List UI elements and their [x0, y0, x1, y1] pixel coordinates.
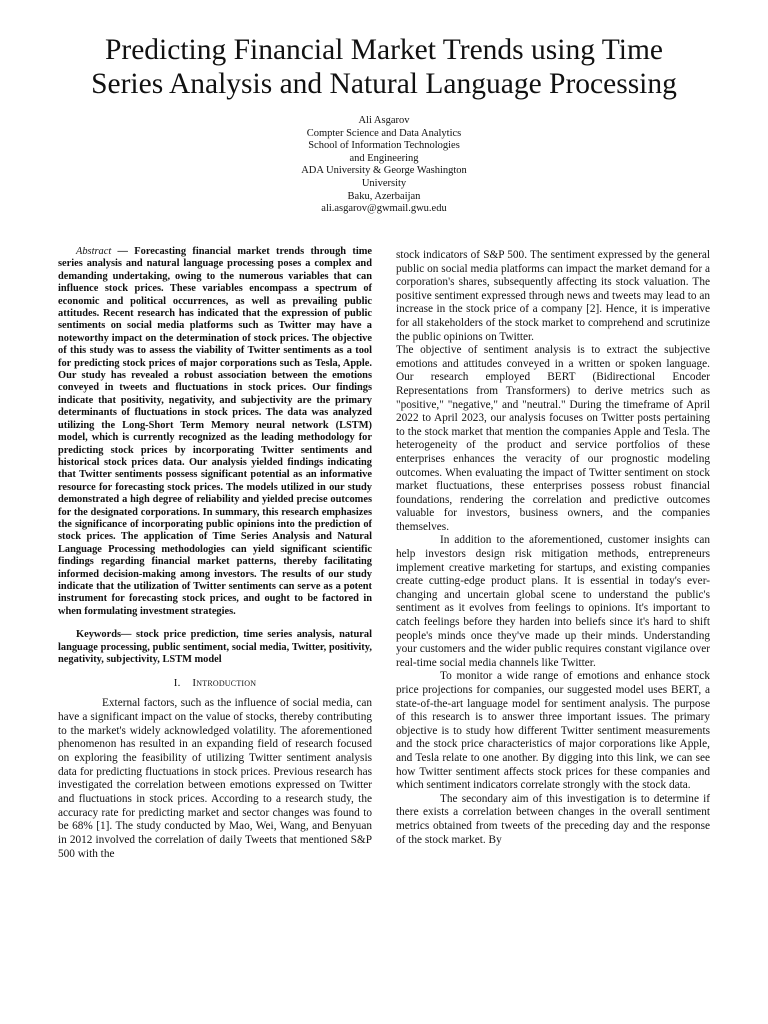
author-email: ali.asgarov@gwmail.gwu.edu [321, 203, 447, 215]
section-title: Introduction [192, 677, 257, 690]
keywords-text: stock price prediction, time series analysis, natural language processing, public sentiment, social media, Twitter, positivity, negativity, subjectivity, LSTM model [58, 629, 372, 665]
author-school-line-1: School of Information Technologies [308, 140, 460, 152]
paper-title [40, 33, 728, 101]
intro-paragraph-5: To monitor a wide range of emotions and enhance stock price projections for companies, our suggested model uses BERT, a state-of-the-art language model for sentiment analysis. The purpose of this research is to answer three important issues. The primary objective is to study how different Twitter sentiment measurements and the stock price characteristics of major corporations like Apple, and Tesla relate to one another. By digging into this link, we can see how Twitter sentiment affects stock prices for these companies and which sentiment indicators correlate strongly with the stock data. [396, 670, 710, 792]
author-name: Ali Asgarov [358, 115, 410, 126]
author-department: Compter Science and Data Analytics [306, 127, 462, 139]
abstract-label: Abstract [76, 246, 112, 257]
title-line-2: Series Analysis and Natural Language Processing [91, 68, 677, 100]
intro-paragraph-1: External factors, such as the influence of social media, can have a significant impact on the value of stocks, thereby contributing to the market's widely acknowledged volatility. The aforementioned phenomenon has resulted in an expanding field of research focused on exploring the feasibility of utilizing Twitter sentiment analysis data for predicting fluctuations in stock prices. Previous research has investigated the correlation between emotions expressed on Twitter and fluctuations in stock prices. According to a research study, the accuracy rate for predicting market and sector changes was found to be 68% [1]. The study conducted by Mao, Wei, Wang, and Benyuan in 2012 involved the correlation of daily Tweets that mentioned S&P 500 with the [58, 697, 372, 860]
author-school-line-2: and Engineering [349, 152, 419, 164]
keywords-label: Keywords— [76, 629, 132, 641]
section-number: I. [173, 677, 181, 690]
abstract-separator: — [111, 246, 135, 257]
author-university-line-2: University [361, 177, 407, 189]
abstract-text: Forecasting financial market trends through time series analysis and natural language processing poses a complex and demanding undertaking, owing to the numerous variables that can influence stock prices. These variables encompass a spectrum of economic and political occurrences, as well as prevailing public attitudes. Recent research has indicated that the expression of public sentiments on social media platforms such as Twitter may have a noteworthy impact on the determination of stock prices. The objective of this study was to assess the viability of Twitter sentiments as a tool for predicting stock prices of major corporations such as Tesla, Apple. Our study has revealed a robust association between the emotions conveyed in tweets and fluctuations in stock prices. Our findings indicate that positivity, negativity, and subjectivity are the primary determinants of fluctuations in stock prices. The data was analyzed utilizing the Long-Short Term Memory neural network (LSTM) model, which is currently recognized as the leading methodology for predicting stock prices by incorporating Twitter sentiments and historical stock prices data. Our analysis yielded findings indicating that Twitter sentiments possess significant potential as an informative resource for forecasting stock prices. The models utilized in our study demonstrated a high degree of reliability and yielded precise outcomes for the designated corporations. In summary, this research emphasizes the significance of incorporating public opinions into the prediction of stock prices. The application of Time Series Analysis and Natural Language Processing methodologies can yield significant scientific findings regarding financial market patterns, thereby facilitating informed decision-making among investors. The results of our study indicate that the utilization of Twitter sentiments can serve as a potent instrument for forecasting stock prices, and ought to be factored in when formulating investment strategies. [58, 246, 372, 617]
author-location: Baku, Azerbaijan [347, 190, 421, 202]
intro-paragraph-2: stock indicators of S&P 500. The sentiment expressed by the general public on social media platforms can impact the market demand for a corporation's shares, subsequently affecting its stock valuation. The positive sentiment expressed through news and tweets may lead to an increase in the stock price of a company [2]. Hence, it is imperative for all stakeholders of the stock market to comprehend and scrutinize the public opinions on Twitter. [396, 249, 710, 343]
title-line-1: Predicting Financial Market Trends using Time [104, 34, 664, 66]
right-column [396, 249, 710, 847]
intro-paragraph-4: In addition to the aforementioned, customer insights can help investors design risk mitigation methods, entrepreneurs implement creative marketing for startups, and existing companies create cutting-edge product plans. It is essential in today's ever-changing and uncertain global scene to understand the public's sentiment as it evolves from feelings to opinions. It's important to catch feelings before they harden into beliefs since it's hard to shift people's minds once they've made up their minds. Understanding your customers and the wider public requires constant vigilance over real-time social media channels like Twitter. [396, 534, 710, 669]
abstract [58, 246, 372, 618]
author-block [184, 115, 584, 216]
author-university-line-1: ADA University & George Washington [301, 165, 467, 177]
keywords [58, 629, 372, 666]
intro-paragraph-6: The secondary aim of this investigation is to determine if there exists a correlation between changes in the overall sentiment metrics obtained from tweets of the preceding day and the response of the stock market. By [396, 792, 710, 846]
section-heading-introduction [58, 677, 372, 691]
intro-paragraph-3: The objective of sentiment analysis is to extract the subjective emotions and attitudes conveyed in a written or spoken language. Our research employed BERT (Bidirectional Encoder Representations from Transformers) to derive metrics such as "positive," "negative," and "neutral." During the timeframe of April 2022 to April 2023, our analysis focuses on Twitter posts pertaining to the stock market that mention the companies Apple and Tesla. The heterogeneity of the product and service portfolios of these enterprises enhances the veracity of our prognostic modeling outcomes. When evaluating the impact of Twitter sentiment on stock market fluctuations, these enterprises possess robust financial foundations, rendering the correlation and predictive outcomes valuable for investors, business owners, and the companies themselves. [396, 344, 710, 533]
left-column [58, 246, 372, 862]
